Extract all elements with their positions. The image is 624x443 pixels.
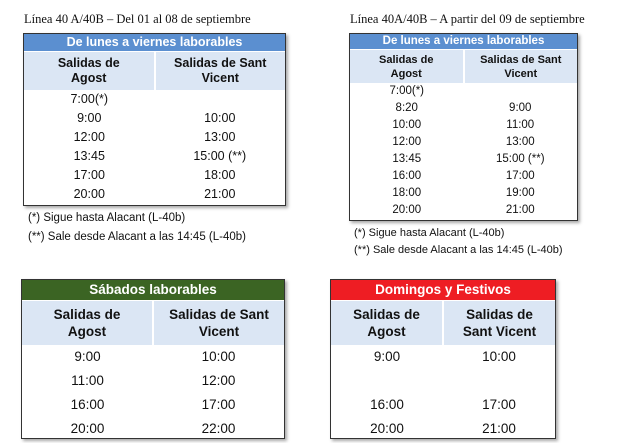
schedule-heading-right: Línea 40A/40B – A partir del 09 de septiembre xyxy=(350,12,585,26)
column-header-agost: Salidas de Agost xyxy=(331,301,444,345)
departure-sant-vicent: 9:00 xyxy=(509,102,532,114)
departure-sant-vicent: 10:00 xyxy=(201,349,236,364)
table-row xyxy=(22,345,284,369)
departure-sant-vicent: 10:00 xyxy=(482,349,516,364)
departure-agost: 20:00 xyxy=(73,187,105,201)
table-row xyxy=(24,147,285,166)
table-row xyxy=(350,100,577,117)
weekday-timetable-from-09 xyxy=(349,33,578,221)
departure-sant-vicent: 17:00 xyxy=(201,397,236,412)
table-row xyxy=(24,166,285,185)
table-row xyxy=(331,369,555,393)
table-row xyxy=(331,345,555,369)
departure-agost: 16:00 xyxy=(392,170,422,182)
departure-agost: 16:00 xyxy=(370,397,404,412)
departure-sant-vicent: 12:00 xyxy=(201,373,236,388)
departure-sant-vicent: 18:00 xyxy=(204,168,236,182)
table-row xyxy=(350,202,577,219)
column-header-sant-vicent: Salidas de Sant Vicent xyxy=(169,307,269,339)
departure-agost: 20:00 xyxy=(370,421,404,436)
departure-agost: 11:00 xyxy=(71,373,104,388)
column-header-sant-vicent: Salidas de Sant Vicent xyxy=(174,56,267,85)
table-column-headers xyxy=(350,50,577,83)
footnote-double-asterisk: (**) Sale desde Alacant a las 14:45 (L-40b) xyxy=(28,231,246,243)
table-row xyxy=(24,90,285,109)
departure-agost: 12:00 xyxy=(73,130,105,144)
saturday-timetable xyxy=(21,279,285,439)
table-row xyxy=(350,168,577,185)
departure-agost: 10:00 xyxy=(392,119,422,131)
departure-sant-vicent: 15:00 (**) xyxy=(495,153,545,165)
footnote-single-asterisk: (*) Sigue hasta Alacant (L-40b) xyxy=(354,227,505,239)
table-band-title: De lunes a viernes laborables xyxy=(24,34,285,52)
table-row xyxy=(350,83,577,100)
column-header-agost: Salidas de Agost xyxy=(350,50,465,83)
table-column-headers xyxy=(331,301,555,345)
departure-sant-vicent xyxy=(464,83,578,100)
table-column-headers xyxy=(24,52,285,90)
departure-sant-vicent: 15:00 (**) xyxy=(193,149,247,163)
departure-agost: 7:00(*) xyxy=(389,85,425,97)
sunday-holiday-timetable xyxy=(330,279,556,439)
table-row xyxy=(22,369,284,393)
table-row xyxy=(350,117,577,134)
table-column-headers xyxy=(22,301,284,345)
departure-agost: 17:00 xyxy=(73,168,105,182)
table-row xyxy=(350,151,577,168)
departure-sant-vicent xyxy=(155,90,286,109)
departure-agost: 9:00 xyxy=(373,349,401,364)
footnote-double-asterisk: (**) Sale desde Alacant a las 14:45 (L-40b) xyxy=(354,244,563,256)
table-band-title: Domingos y Festivos xyxy=(331,280,555,301)
table-row xyxy=(22,393,284,417)
departure-sant-vicent: 21:00 xyxy=(482,421,516,436)
table-band-title: De lunes a viernes laborables xyxy=(350,34,577,50)
departure-sant-vicent: 22:00 xyxy=(201,421,236,436)
table-row xyxy=(350,134,577,151)
table-row xyxy=(24,109,285,128)
departure-sant-vicent: 13:00 xyxy=(505,136,535,148)
departure-sant-vicent: 10:00 xyxy=(204,111,236,125)
departure-sant-vicent: 21:00 xyxy=(505,204,535,216)
column-header-sant-vicent: Salidas de Sant Vicent xyxy=(462,307,537,339)
departure-agost: 20:00 xyxy=(70,421,105,436)
departure-agost: 16:00 xyxy=(70,397,105,412)
departure-sant-vicent xyxy=(443,369,555,393)
table-row xyxy=(24,185,285,204)
departure-agost: 9:00 xyxy=(74,349,101,364)
departure-sant-vicent: 19:00 xyxy=(505,187,535,199)
departure-agost: 7:00(*) xyxy=(70,92,109,106)
column-header-agost: Salidas de Agost xyxy=(24,52,156,90)
table-row xyxy=(350,185,577,202)
table-row xyxy=(331,393,555,417)
departure-agost: 13:45 xyxy=(392,153,422,165)
departure-agost: 8:20 xyxy=(395,102,418,114)
column-header-agost: Salidas de Agost xyxy=(22,301,154,345)
departure-agost: 9:00 xyxy=(77,111,102,125)
departure-sant-vicent: 11:00 xyxy=(506,119,535,131)
departure-sant-vicent: 17:00 xyxy=(482,397,516,412)
weekday-timetable-early xyxy=(23,33,286,206)
departure-agost: 18:00 xyxy=(392,187,422,199)
table-row xyxy=(22,417,284,441)
departure-sant-vicent: 13:00 xyxy=(204,130,236,144)
departure-sant-vicent: 21:00 xyxy=(204,187,236,201)
table-row xyxy=(24,128,285,147)
column-header-sant-vicent: Salidas de Sant Vicent xyxy=(480,53,562,80)
table-band-title: Sábados laborables xyxy=(22,280,284,301)
departure-agost: 13:45 xyxy=(73,149,105,163)
departure-sant-vicent: 17:00 xyxy=(505,170,535,182)
departure-agost: 20:00 xyxy=(392,204,422,216)
departure-agost xyxy=(331,369,443,393)
table-row xyxy=(331,417,555,441)
departure-agost: 12:00 xyxy=(392,136,422,148)
footnote-single-asterisk: (*) Sigue hasta Alacant (L-40b) xyxy=(28,212,186,224)
schedule-heading-left: Línea 40 A/40B – Del 01 al 08 de septiembre xyxy=(24,12,251,26)
